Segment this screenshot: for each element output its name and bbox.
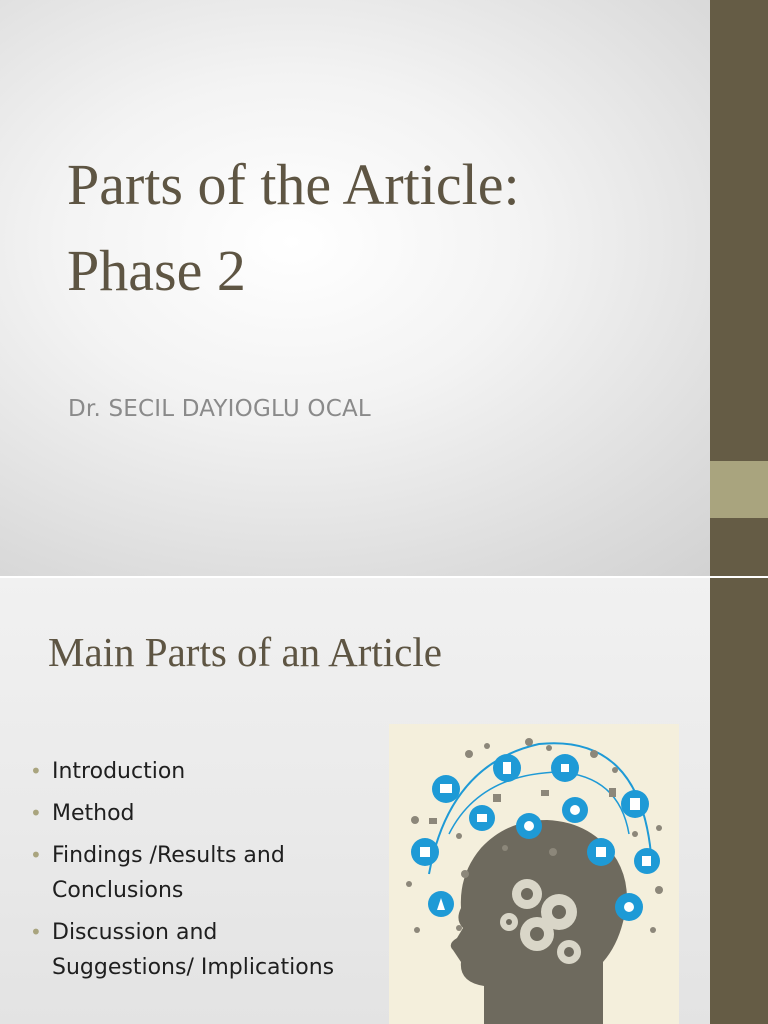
slide-subtitle: Dr. SECIL DAYIOGLU OCAL [68, 396, 371, 422]
bullet-dot-icon: • [30, 843, 42, 867]
bullet-text-continued: Suggestions/ Implications [52, 955, 335, 980]
bullet-text-continued: Conclusions [52, 878, 184, 903]
bullet-item-findings [30, 838, 380, 908]
content-slide [0, 578, 768, 1024]
bullet-text: Introduction [52, 759, 186, 784]
bullet-text: Discussion and [52, 920, 218, 945]
bullet-dot-icon: • [30, 759, 42, 783]
slide-title-line1: Parts of the Article: [67, 152, 520, 217]
slide-title-line2: Phase 2 [67, 238, 246, 303]
bullet-item-introduction [30, 754, 380, 789]
side-bar [710, 578, 768, 1024]
bullet-item-method [30, 796, 380, 831]
bullet-text: Findings /Results and [52, 843, 285, 868]
side-bar-accent [710, 461, 768, 518]
slide-heading: Main Parts of an Article [48, 629, 442, 675]
bullet-dot-icon: • [30, 920, 42, 944]
head-gears-illustration [389, 724, 679, 1024]
bullet-text: Method [52, 801, 135, 826]
head-gears-icon [389, 724, 679, 1024]
bullet-list [30, 754, 380, 992]
slide-title [67, 142, 667, 314]
bullet-item-discussion [30, 915, 380, 985]
bullet-dot-icon: • [30, 801, 42, 825]
